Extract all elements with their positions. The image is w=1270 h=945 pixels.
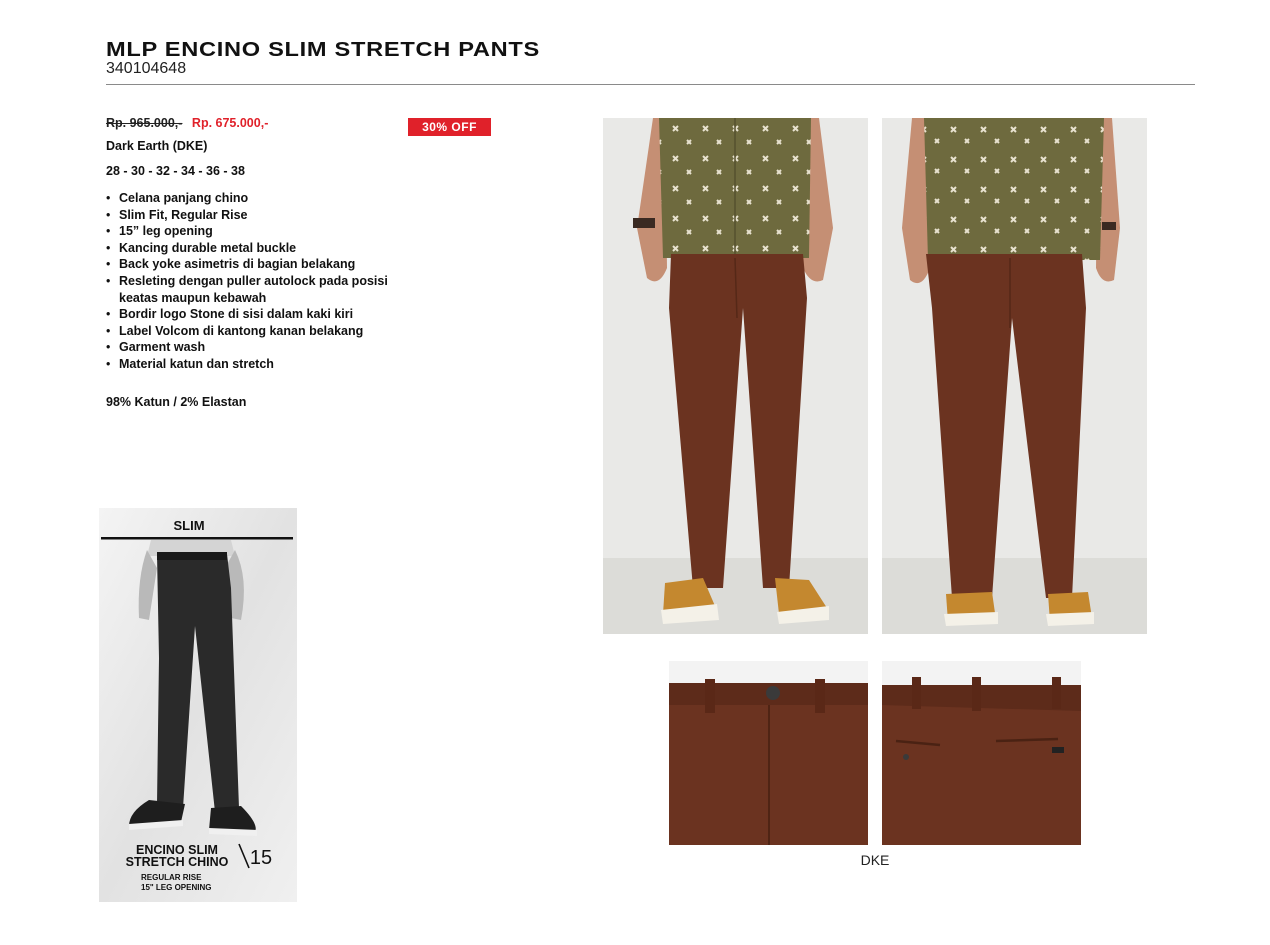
header-divider [106, 84, 1195, 85]
model-front-photo[interactable] [603, 118, 868, 634]
original-price: Rp. 965.000,- [106, 116, 183, 130]
feature-item: • Resleting dengan puller autolock pada posisi keatas maupun kebawah [106, 273, 406, 306]
discount-badge: 30% OFF [408, 118, 491, 136]
product-sku: 340104648 [106, 60, 187, 77]
fit-chart-card [99, 508, 297, 902]
color-code-caption: DKE [860, 852, 890, 868]
feature-item: • Celana panjang chino [106, 190, 406, 207]
size-list: 28 - 30 - 32 - 34 - 36 - 38 [106, 164, 245, 178]
feature-item: • Garment wash [106, 339, 406, 356]
fit-name-line2: STRETCH CHINO [125, 855, 229, 869]
feature-item: • Bordir logo Stone di sisi dalam kaki kiri [106, 306, 406, 323]
feature-item: • Slim Fit, Regular Rise [106, 207, 406, 224]
feature-item: • Back yoke asimetris di bagian belakang [106, 256, 406, 273]
fit-rise: REGULAR RISE [141, 873, 202, 882]
fit-name-line1: ENCINO SLIM [136, 843, 218, 857]
back-pocket-detail-photo[interactable] [882, 661, 1081, 845]
feature-item: • Kancing durable metal buckle [106, 240, 406, 257]
feature-item: • Label Volcom di kantong kanan belakang [106, 323, 406, 340]
fit-number: 15 [249, 847, 273, 869]
sale-price: Rp. 675.000,- [191, 116, 269, 130]
model-back-photo[interactable] [882, 118, 1147, 634]
fit-label: SLIM [173, 518, 205, 533]
feature-item: • Material katun dan stretch [106, 356, 406, 373]
feature-item: • 15” leg opening [106, 223, 406, 240]
waist-detail-photo[interactable] [669, 661, 868, 845]
color-name: Dark Earth (DKE) [106, 139, 208, 153]
model-front-icon [603, 118, 868, 634]
back-pocket-icon [882, 661, 1081, 845]
feature-list [106, 190, 406, 373]
price-row [106, 116, 268, 130]
fit-chart-illustration [99, 508, 297, 902]
material-composition: 98% Katun / 2% Elastan [106, 395, 247, 409]
fit-leg-opening: 15" LEG OPENING [141, 883, 212, 892]
model-back-icon [882, 118, 1147, 634]
product-title: MLP ENCINO SLIM STRETCH PANTS [106, 39, 540, 61]
waist-detail-icon [669, 661, 868, 845]
